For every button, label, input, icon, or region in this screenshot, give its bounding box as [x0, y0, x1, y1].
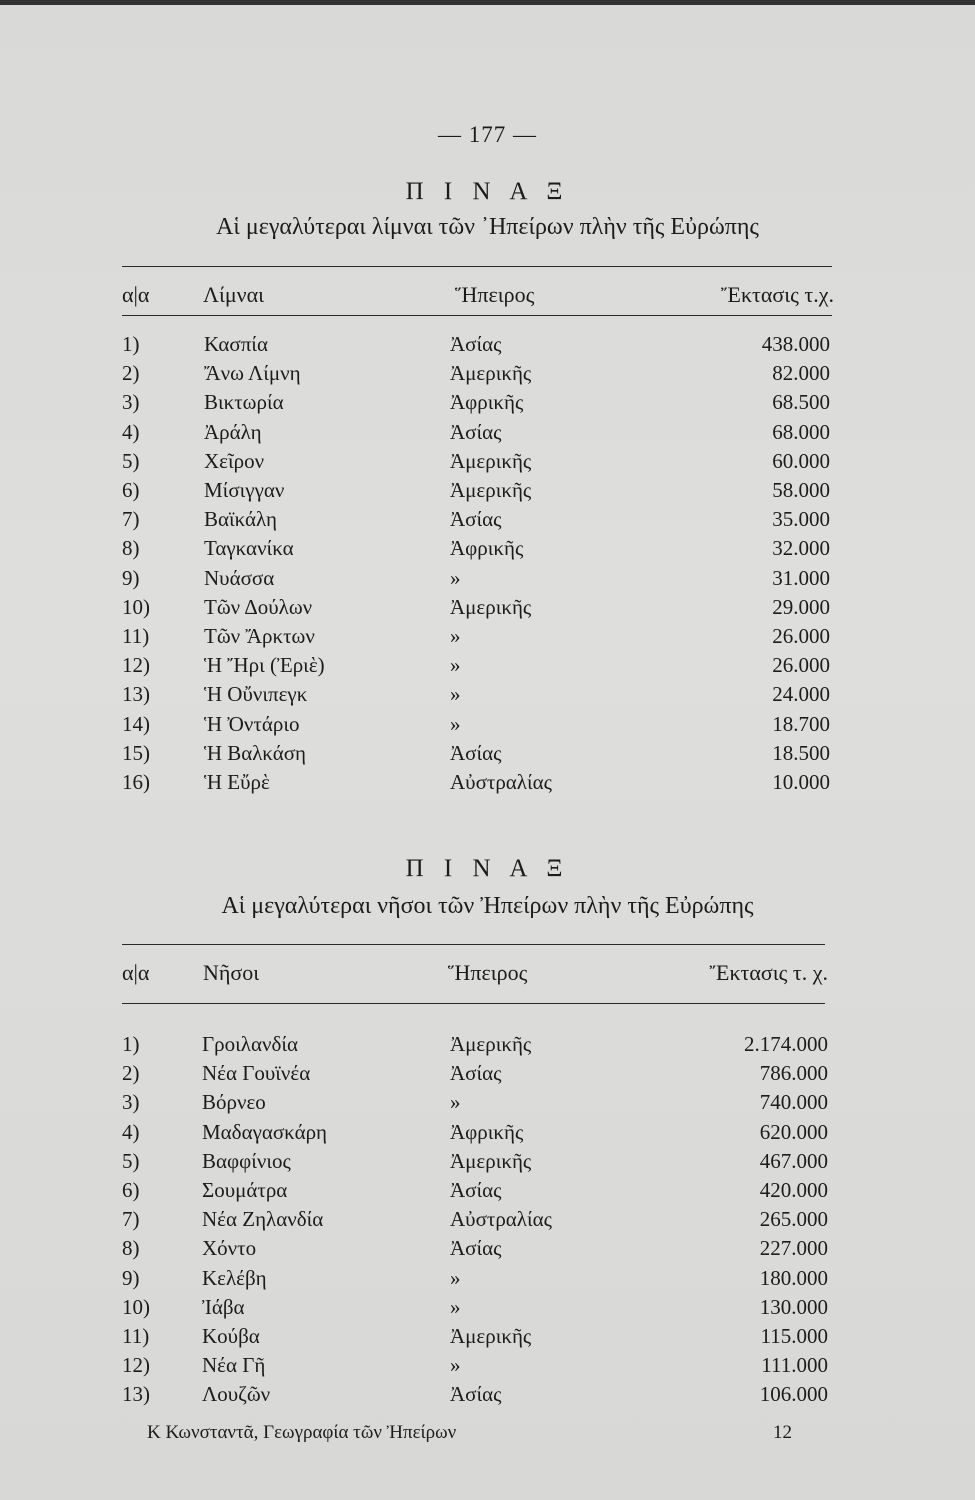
lakes-cell-name: Ἄνω Λίμνη	[204, 361, 301, 386]
islands-cell-continent: Ἀσίας	[450, 1236, 502, 1261]
lakes-cell-area: 82.000	[772, 361, 830, 386]
lakes-header-area: Ἔκτασις τ.χ.	[721, 282, 834, 307]
lakes-cell-area: 32.000	[772, 536, 830, 561]
lakes-cell-num: 4)	[122, 419, 140, 444]
lakes-cell-name: Μίσιγγαν	[204, 478, 285, 502]
lakes-cell-num: 3)	[122, 390, 140, 415]
lakes-cell-continent: Ἀσίας	[450, 332, 502, 356]
lakes-header-continent: Ἥπειρος	[455, 282, 535, 307]
lakes-cell-continent: »	[450, 653, 461, 678]
lakes-header-rule	[122, 315, 832, 316]
islands-cell-name: Νέα Ζηλανδία	[202, 1207, 324, 1232]
islands-cell-continent: »	[450, 1294, 461, 1319]
islands-cell-name: Κούβα	[202, 1324, 260, 1348]
lakes-cell-num: 16)	[122, 770, 150, 794]
islands-row	[0, 1178, 975, 1207]
lakes-cell-continent: Ἀφρικῆς	[450, 390, 524, 415]
lakes-cell-num: 6)	[122, 478, 140, 502]
islands-header-num: α|α	[122, 960, 150, 985]
islands-cell-num: 12)	[122, 1353, 150, 1378]
lakes-title: Αἱ μεγαλύτεραι λίμναι τῶν ᾿Ηπείρων πλὴν τῆς Εὐρώπης	[216, 214, 759, 240]
lakes-cell-name: Ἡ Βαλκάση	[204, 740, 307, 765]
lakes-heading: Π Ι Ν Α Ξ	[405, 178, 570, 205]
islands-cell-name: Βόρνεο	[202, 1090, 266, 1115]
islands-row	[0, 1236, 975, 1265]
lakes-cell-num: 12)	[122, 653, 150, 678]
lakes-cell-continent: Ἀσίας	[450, 419, 502, 444]
islands-cell-area: 786.000	[759, 1061, 828, 1086]
islands-row	[0, 1032, 975, 1061]
lakes-cell-num: 15)	[122, 740, 150, 765]
lakes-cell-continent: Ἀμερικῆς	[450, 594, 532, 619]
islands-cell-num: 2)	[122, 1061, 140, 1086]
islands-cell-num: 3)	[122, 1090, 140, 1115]
lakes-cell-continent: Ἀμερικῆς	[450, 361, 532, 386]
lakes-row	[0, 478, 975, 507]
lakes-row	[0, 361, 975, 390]
lakes-cell-name: Κασπία	[204, 332, 268, 356]
islands-row	[0, 1149, 975, 1178]
islands-cell-continent: Αὐστραλίας	[450, 1207, 552, 1232]
lakes-cell-name: Νυάσσα	[204, 565, 275, 590]
islands-header-name: Νῆσοι	[203, 960, 260, 985]
islands-cell-area: 115.000	[760, 1324, 828, 1348]
lakes-row	[0, 741, 975, 770]
islands-row	[0, 1061, 975, 1090]
lakes-cell-num: 9)	[122, 565, 140, 590]
islands-header-area: Ἔκτασις τ. χ.	[709, 960, 828, 985]
lakes-cell-continent: »	[450, 682, 461, 707]
footer-text: Κ Κωνσταντᾶ, Γεωγραφία τῶν Ἠπείρων	[147, 1422, 457, 1443]
islands-cell-name: Κελέβη	[202, 1265, 267, 1290]
islands-header-continent: Ἥπειρος	[448, 960, 528, 985]
islands-cell-name: Σουμάτρα	[202, 1178, 288, 1202]
islands-cell-num: 13)	[122, 1382, 150, 1407]
islands-cell-area: 111.000	[761, 1353, 828, 1378]
lakes-cell-area: 24.000	[772, 682, 830, 707]
islands-cell-continent: »	[450, 1353, 461, 1378]
lakes-cell-name: Ἡ Εὔρὲ	[204, 770, 270, 794]
islands-cell-continent: Ἀσίας	[450, 1178, 502, 1202]
islands-cell-num: 6)	[122, 1178, 140, 1202]
islands-cell-continent: »	[450, 1090, 461, 1115]
lakes-row	[0, 420, 975, 449]
islands-row	[0, 1090, 975, 1119]
islands-cell-continent: Ἀμερικῆς	[450, 1324, 532, 1348]
islands-cell-num: 8)	[122, 1236, 140, 1261]
islands-row	[0, 1324, 975, 1353]
lakes-row	[0, 566, 975, 595]
lakes-cell-num: 14)	[122, 711, 150, 736]
lakes-row	[0, 595, 975, 624]
lakes-cell-area: 35.000	[772, 507, 830, 532]
lakes-cell-num: 13)	[122, 682, 150, 707]
lakes-cell-name: Βαϊκάλη	[204, 507, 278, 532]
islands-cell-continent: Ἀμερικῆς	[450, 1032, 532, 1056]
lakes-cell-name: Τῶν Δούλων	[204, 594, 313, 619]
lakes-row	[0, 624, 975, 653]
lakes-cell-continent: »	[450, 624, 461, 648]
islands-cell-continent: Ἀσίας	[450, 1382, 502, 1407]
lakes-row	[0, 449, 975, 478]
lakes-cell-num: 2)	[122, 361, 140, 386]
lakes-cell-area: 26.000	[772, 624, 830, 648]
islands-cell-num: 11)	[122, 1324, 150, 1348]
lakes-cell-name: Ταγκανίκα	[204, 536, 294, 561]
lakes-row	[0, 390, 975, 419]
islands-heading: Π Ι Ν Α Ξ	[405, 855, 570, 882]
lakes-cell-area: 18.700	[772, 711, 830, 736]
islands-cell-name: Νέα Γουϊνέα	[202, 1061, 311, 1086]
islands-cell-area: 180.000	[759, 1265, 828, 1290]
islands-row	[0, 1207, 975, 1236]
lakes-cell-name: Ἡ Ἤρι (Ἐριὲ)	[204, 653, 325, 678]
islands-row	[0, 1295, 975, 1324]
islands-cell-num: 10)	[122, 1294, 150, 1319]
islands-cell-area: 420.000	[759, 1178, 828, 1202]
islands-cell-continent: Ἀσίας	[450, 1061, 502, 1086]
lakes-cell-area: 438.000	[761, 332, 830, 356]
islands-cell-area: 265.000	[759, 1207, 828, 1232]
lakes-row	[0, 712, 975, 741]
lakes-cell-continent: »	[450, 711, 461, 736]
lakes-header-num: α|α	[122, 282, 150, 307]
islands-cell-name: Λουζῶν	[202, 1382, 271, 1407]
lakes-cell-num: 8)	[122, 536, 140, 561]
lakes-cell-continent: Ἀμερικῆς	[450, 478, 532, 502]
islands-cell-num: 7)	[122, 1207, 140, 1232]
lakes-cell-area: 68.000	[772, 419, 830, 444]
islands-top-rule	[122, 944, 825, 945]
islands-cell-area: 130.000	[759, 1294, 828, 1319]
lakes-row	[0, 536, 975, 565]
lakes-row	[0, 653, 975, 682]
lakes-cell-area: 60.000	[772, 448, 830, 473]
lakes-header-name: Λίμναι	[203, 282, 265, 307]
lakes-cell-area: 68.500	[772, 390, 830, 415]
islands-cell-name: Ἰάβα	[202, 1294, 245, 1319]
islands-cell-continent: »	[450, 1265, 461, 1290]
islands-row	[0, 1266, 975, 1295]
lakes-cell-area: 31.000	[772, 565, 830, 590]
lakes-cell-continent: Ἀφρικῆς	[450, 536, 524, 561]
islands-row	[0, 1120, 975, 1149]
lakes-cell-continent: Ἀμερικῆς	[450, 448, 532, 473]
islands-cell-continent: Ἀμερικῆς	[450, 1148, 532, 1173]
lakes-row	[0, 332, 975, 361]
lakes-row	[0, 507, 975, 536]
lakes-cell-continent: »	[450, 565, 461, 590]
islands-cell-num: 4)	[122, 1119, 140, 1144]
islands-row	[0, 1353, 975, 1382]
lakes-cell-area: 10.000	[772, 770, 830, 794]
islands-cell-area: 620.000	[759, 1119, 828, 1144]
islands-cell-num: 9)	[122, 1265, 140, 1290]
islands-cell-area: 227.000	[759, 1236, 828, 1261]
islands-row	[0, 1382, 975, 1411]
lakes-row	[0, 682, 975, 711]
islands-cell-name: Γροιλανδία	[202, 1032, 298, 1056]
lakes-cell-num: 7)	[122, 507, 140, 532]
lakes-cell-area: 58.000	[772, 478, 830, 502]
lakes-cell-area: 18.500	[772, 740, 830, 765]
lakes-top-rule	[122, 266, 832, 267]
islands-cell-num: 1)	[122, 1032, 140, 1056]
lakes-cell-num: 1)	[122, 332, 140, 356]
lakes-row	[0, 770, 975, 799]
lakes-cell-continent: Αὐστραλίας	[450, 770, 552, 794]
scan-edge	[0, 0, 975, 5]
islands-cell-name: Νέα Γῆ	[202, 1353, 266, 1378]
footer-page-ref: 12	[773, 1422, 792, 1443]
islands-cell-area: 106.000	[759, 1382, 828, 1407]
lakes-cell-name: Τῶν Ἄρκτων	[204, 624, 315, 648]
islands-cell-area: 740.000	[759, 1090, 828, 1115]
islands-cell-area: 2.174.000	[744, 1032, 828, 1056]
lakes-cell-num: 10)	[122, 594, 150, 619]
lakes-cell-name: Ἡ Οὔνιπεγκ	[204, 682, 308, 707]
islands-cell-name: Χόντο	[202, 1236, 257, 1261]
lakes-cell-area: 26.000	[772, 653, 830, 678]
lakes-cell-area: 29.000	[772, 594, 830, 619]
lakes-cell-name: Ἡ Ὀντάριο	[204, 711, 300, 736]
lakes-cell-name: Ἀράλη	[204, 419, 262, 444]
lakes-cell-name: Χεῖρον	[204, 448, 265, 473]
islands-title: Αἱ μεγαλύτεραι νῆσοι τῶν Ἠπείρων πλὴν τῆς Εὐρώπης	[221, 893, 754, 919]
islands-cell-num: 5)	[122, 1148, 140, 1173]
lakes-cell-num: 11)	[122, 624, 150, 648]
islands-header-rule	[122, 1003, 825, 1004]
lakes-cell-num: 5)	[122, 448, 140, 473]
lakes-cell-continent: Ἀσίας	[450, 507, 502, 532]
page-number: — 177 —	[438, 122, 537, 147]
lakes-cell-continent: Ἀσίας	[450, 740, 502, 765]
islands-cell-area: 467.000	[759, 1148, 828, 1173]
islands-cell-continent: Ἀφρικῆς	[450, 1119, 524, 1144]
lakes-cell-name: Βικτωρία	[204, 390, 284, 415]
islands-cell-name: Βαφφίνιος	[202, 1148, 291, 1173]
islands-cell-name: Μαδαγασκάρη	[202, 1119, 328, 1144]
